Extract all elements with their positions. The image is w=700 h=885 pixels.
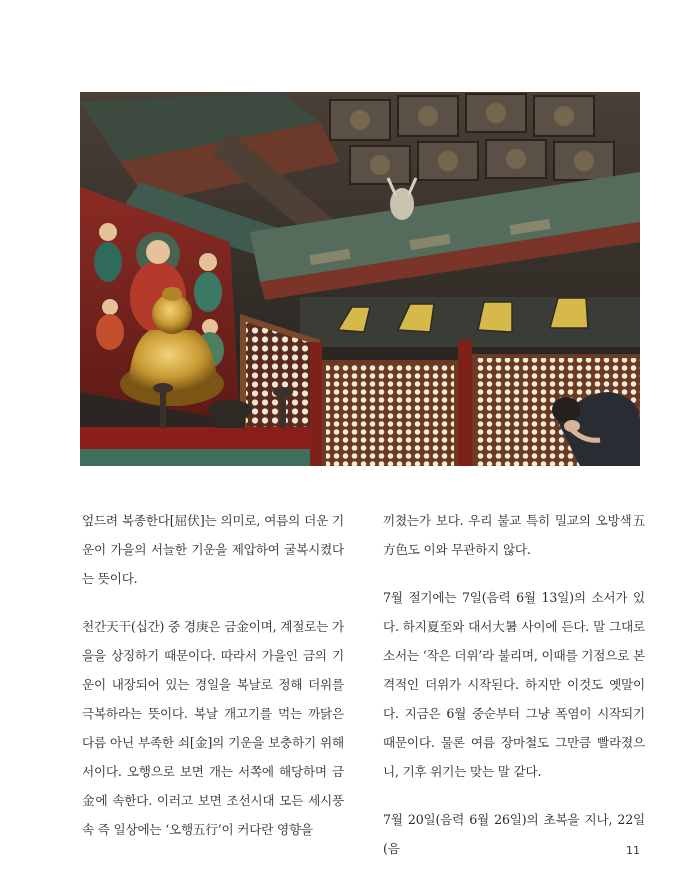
paragraph: 7월 20일(음력 6월 26일)의 초복을 지나, 22일(음 bbox=[383, 812, 645, 856]
paragraph: 7월 절기에는 7일(음력 6월 13일)의 소서가 있다. 하지夏至와 대서大暑 사이에 든다. 말 그대로 소서는 ‘작은 더위’라 불리며, 이때를 기점으로 본격적인 더위가 시작된다. 하지만 이것도 옛말이다. 지금은 6월 중순부터 그냥 폭염이 시작되기 때문이다. 물론 여름 장마철도 그만큼 빨라졌으니, 기후 위기는 맞는 말 같다. bbox=[383, 590, 645, 779]
text-column-left bbox=[82, 506, 344, 844]
temple-hall-photo bbox=[80, 92, 640, 466]
page-number: 11 bbox=[626, 844, 640, 857]
paragraph: 끼쳤는가 보다. 우리 불교 특히 밀교의 오방색五方色도 이와 무관하지 않다. bbox=[383, 513, 645, 557]
paragraph: 엎드려 복종한다[屈伏]는 의미로, 여름의 더운 기운이 가을의 서늘한 기운을 제압하여 굴복시켰다는 뜻이다. bbox=[82, 513, 344, 586]
paragraph: 천간天干(십간) 중 경庚은 금金이며, 계절로는 가을을 상징하기 때문이다. 따라서 가을인 금의 기운이 내장되어 있는 경일을 복날로 정해 더위를 극복하라는 뜻이다. 복날 개고기를 먹는 까닭은 다름 아닌 부족한 쇠[金]의 기운을 보충하기 위해서이다. 오행으로 보면 개는 서쪽에 해당하며 금金에 속한다. 이러고 보면 조선시대 모든 세시풍속 즉 일상에는 ‘오행五行’이 커다란 영향을 bbox=[82, 619, 344, 837]
temple-interior-illustration bbox=[80, 92, 640, 466]
text-column-right bbox=[383, 506, 645, 863]
